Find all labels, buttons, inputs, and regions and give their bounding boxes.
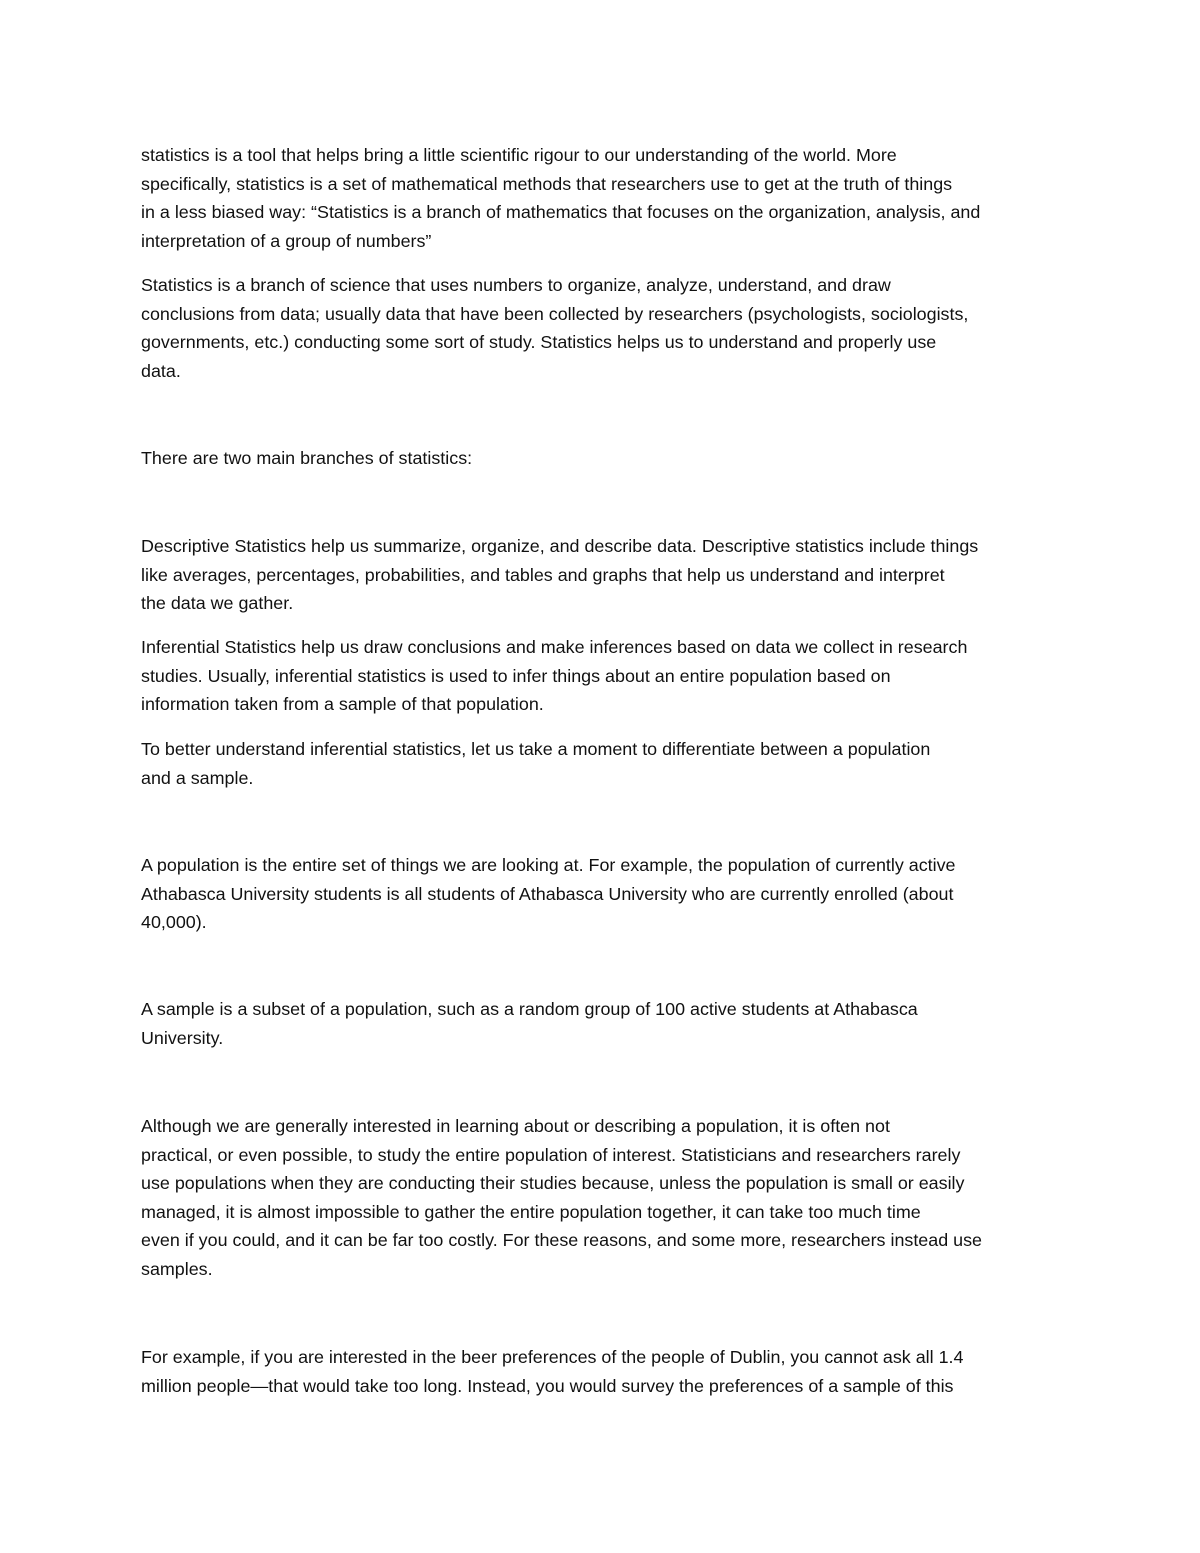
text-line: Inferential Statistics help us draw conclusions and make inferences based on data we collect in research	[141, 637, 968, 657]
paragraph-sample-definition	[141, 995, 1071, 1052]
text-line: Although we are generally interested in learning about or describing a population, it is often not	[141, 1116, 890, 1136]
text-line: statistics is a tool that helps bring a little scientific rigour to our understanding of the world. More	[141, 145, 897, 165]
text-line: Statistics is a branch of science that uses numbers to organize, analyze, understand, and draw	[141, 275, 891, 295]
text-line: like averages, percentages, probabilities, and tables and graphs that help us understand and interpret	[141, 564, 945, 585]
text-line: and a sample.	[141, 767, 254, 788]
text-line: conclusions from data; usually data that have been collected by researchers (psychologists, sociologists,	[141, 303, 969, 324]
text-line: in a less biased way: “Statistics is a branch of mathematics that focuses on the organization, analysis, and	[141, 202, 981, 223]
text-line: For example, if you are interested in the beer preferences of the people of Dublin, you cannot ask all 1.4	[141, 1347, 964, 1367]
paragraph-population-definition	[141, 851, 1071, 937]
text-line: Athabasca University students is all students of Athabasca University who are currently enrolled (about	[141, 883, 954, 904]
paragraph-two-branches	[141, 444, 1071, 473]
text-line: To better understand inferential statistics, let us take a moment to differentiate between a population	[141, 739, 931, 759]
text-line: the data we gather.	[141, 593, 294, 614]
paragraph-inferential-statistics	[141, 633, 1071, 719]
paragraph-dublin-example	[141, 1343, 1071, 1400]
text-line: A population is the entire set of things we are looking at. For example, the population of currently active	[141, 855, 956, 875]
paragraph-population-vs-sample	[141, 735, 1071, 792]
text-line: governments, etc.) conducting some sort of study. Statistics helps us to understand and properly use	[141, 332, 937, 353]
text-line: data.	[141, 360, 181, 381]
text-line: interpretation of a group of numbers”	[141, 230, 432, 251]
text-line: There are two main branches of statistics:	[141, 448, 473, 468]
text-line: A sample is a subset of a population, such as a random group of 100 active students at Athabasca	[141, 999, 918, 1019]
paragraph-statistics-branch-of-science	[141, 271, 1071, 385]
text-line: Descriptive Statistics help us summarize, organize, and describe data. Descriptive statistics include things	[141, 536, 979, 556]
paragraph-why-samples	[141, 1112, 1071, 1284]
paragraph-descriptive-statistics	[141, 532, 1071, 618]
text-line: studies. Usually, inferential statistics is used to infer things about an entire population based on	[141, 665, 891, 686]
text-line: managed, it is almost impossible to gather the entire population together, it can take too much time	[141, 1201, 921, 1222]
text-line: use populations when they are conducting their studies because, unless the population is small or easily	[141, 1173, 965, 1194]
text-line: University.	[141, 1027, 224, 1048]
text-line: even if you could, and it can be far too costly. For these reasons, and some more, researchers instead use	[141, 1230, 982, 1251]
paragraph-statistics-definition	[141, 141, 1071, 255]
text-line: practical, or even possible, to study the entire population of interest. Statisticians and researchers rarely	[141, 1144, 961, 1165]
text-line: 40,000).	[141, 912, 207, 933]
text-line: specifically, statistics is a set of mathematical methods that researchers use to get at the truth of things	[141, 173, 953, 194]
text-line: samples.	[141, 1258, 213, 1279]
text-line: million people—that would take too long. Instead, you would survey the preferences of a sample of this	[141, 1375, 954, 1396]
text-line: information taken from a sample of that population.	[141, 694, 544, 715]
